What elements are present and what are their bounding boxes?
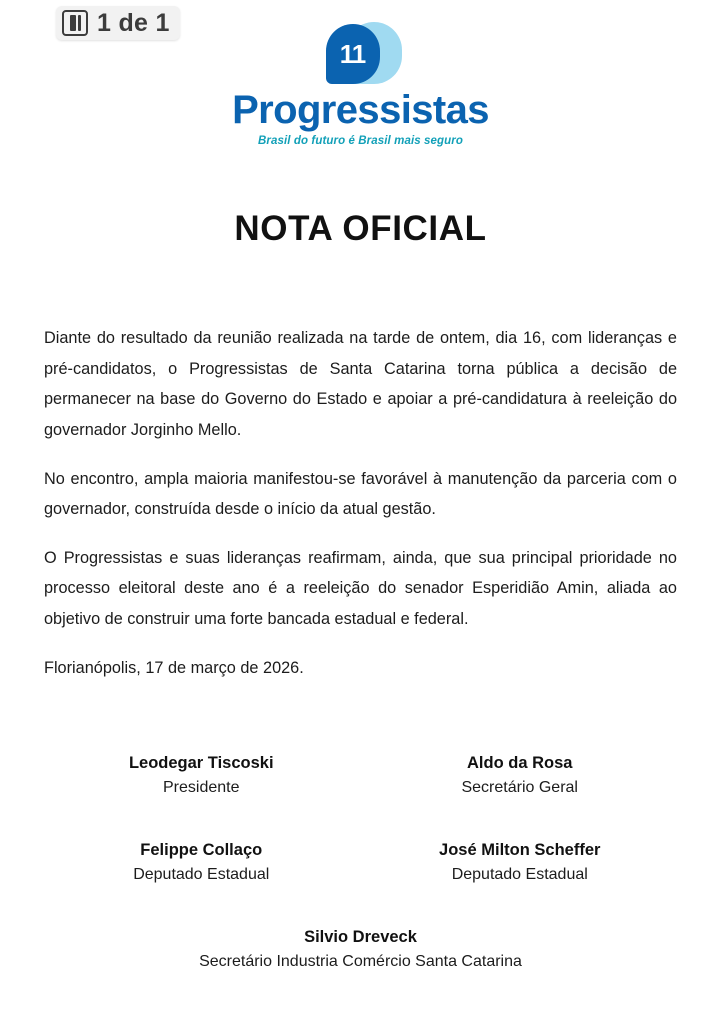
signatory-name: Silvio Dreveck xyxy=(304,927,417,946)
signatory xyxy=(106,925,616,974)
signatory-name: Felippe Collaço xyxy=(140,841,263,859)
signatory xyxy=(373,838,666,887)
signature-row xyxy=(42,838,679,887)
signatory xyxy=(55,751,348,800)
document-body xyxy=(42,323,679,683)
paragraph-2: No encontro, ampla maioria manifestou-se favorável à manutenção da parceria com o governador, construída desde o início da atual gestão. xyxy=(44,469,677,519)
signatory-role: Secretário Industria Comércio Santa Catarina xyxy=(199,952,522,970)
paragraph-3: O Progressistas e suas lideranças reafirmam, ainda, que sua principal prioridade no processo eleitoral deste ano é a reeleição do senador Esperidião Amin, aliada ao objetivo de construir uma forte bancada estadual e federal. xyxy=(44,548,677,628)
signatory-role: Presidente xyxy=(162,779,240,796)
logo-wordmark: Progressistas xyxy=(232,88,489,132)
signature-block xyxy=(42,751,679,973)
signatory xyxy=(55,838,348,887)
signatory-name: José Milton Scheffer xyxy=(439,841,601,859)
signatory-role: Deputado Estadual xyxy=(451,865,588,883)
page-title: NOTA OFICIAL xyxy=(234,209,487,248)
logo-party-number: 11 xyxy=(339,38,366,69)
party-logo xyxy=(42,22,679,147)
progressistas-logo-icon xyxy=(318,22,404,88)
signatory-role: Deputado Estadual xyxy=(133,865,270,883)
paragraph-1: Diante do resultado da reunião realizada na tarde de ontem, dia 16, com lideranças e pré-candidatos, o Progressistas de Santa Catarina torna pública a decisão de permanecer na base do Governo do Estado e apoiar a pré-candidatura à reeleição do governador Jorginho Mello. xyxy=(44,329,677,439)
paragraph-date-location: Florianópolis, 17 de março de 2026. xyxy=(44,658,304,677)
logo-tagline: Brasil do futuro é Brasil mais seguro xyxy=(257,135,463,147)
signature-row xyxy=(42,925,679,974)
signature-row xyxy=(42,751,679,800)
signatory xyxy=(373,751,666,800)
signatory-name: Aldo da Rosa xyxy=(467,754,573,773)
signatory-name: Leodegar Tiscoski xyxy=(128,754,274,773)
signatory-role: Secretário Geral xyxy=(461,779,578,796)
page-indicator-label: 1 de 1 xyxy=(97,8,170,37)
